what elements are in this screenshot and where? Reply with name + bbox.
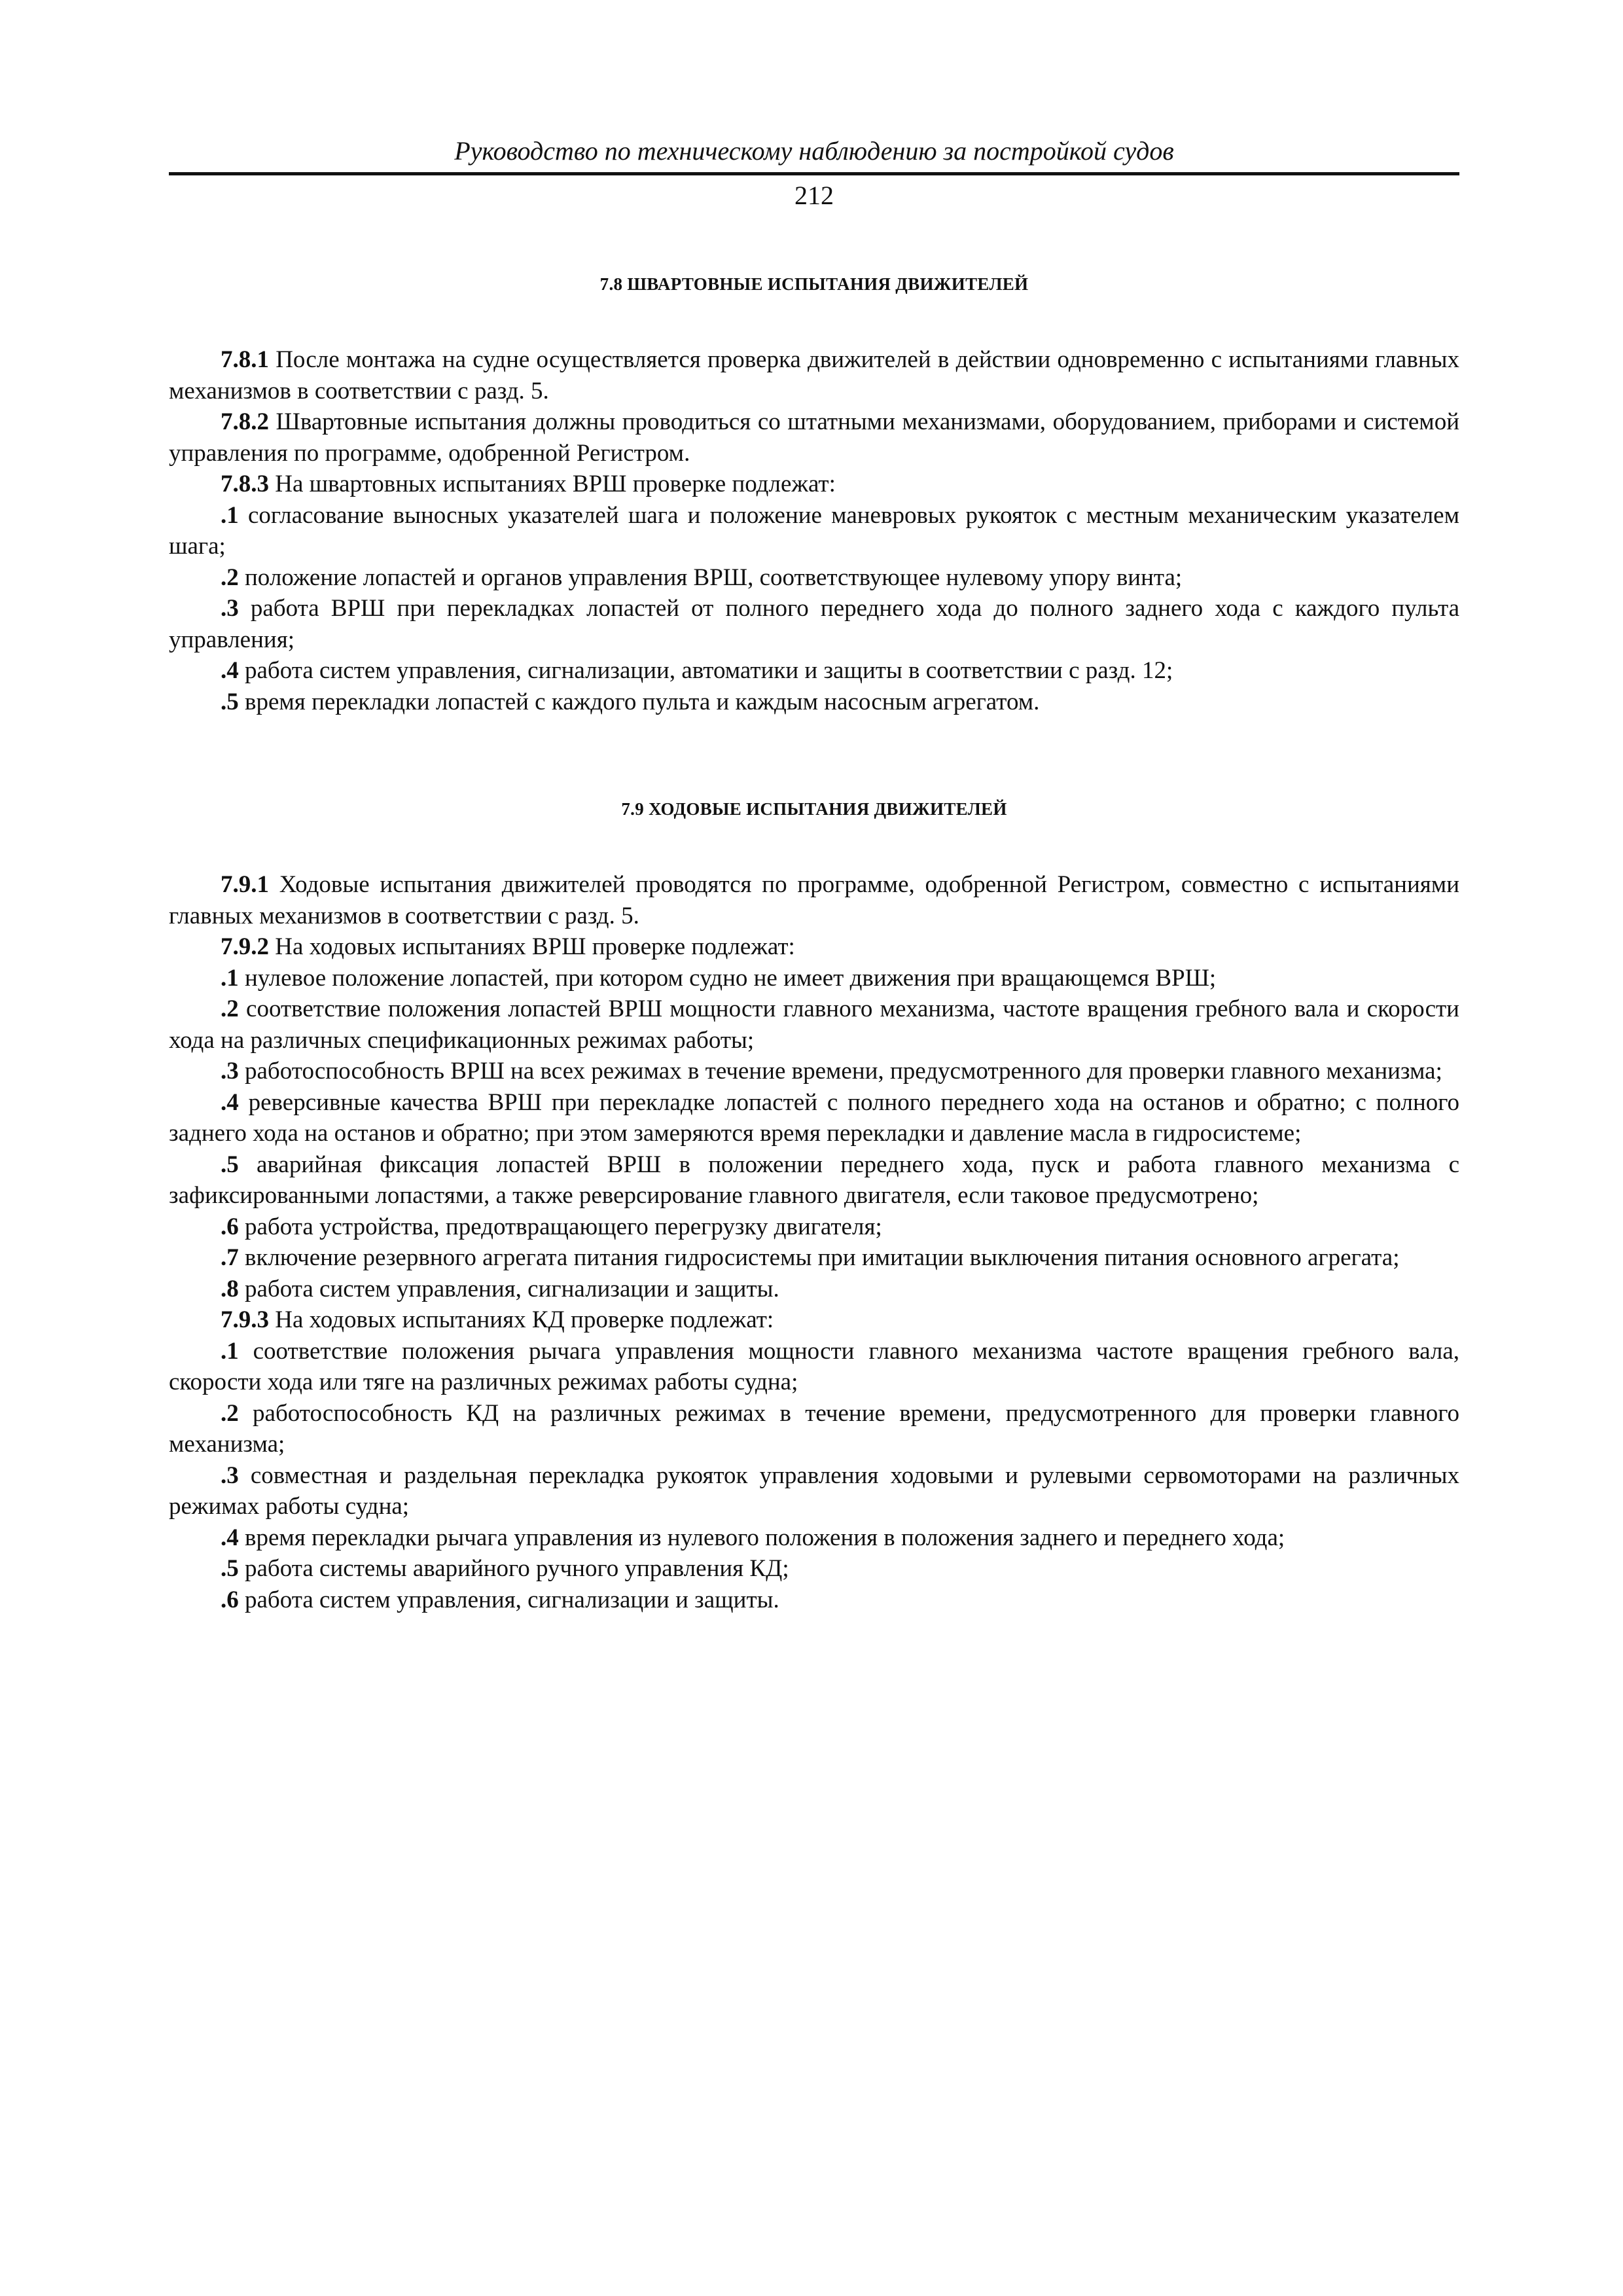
item-number: .8	[221, 1275, 239, 1302]
paragraph-7-9-3-item-3	[169, 1460, 1459, 1522]
paragraph-7-9-3-item-2	[169, 1398, 1459, 1460]
item-number: .2	[221, 996, 239, 1022]
header-rule	[169, 172, 1459, 175]
item-number: .6	[221, 1213, 239, 1240]
paragraph-7-9-2-item-2	[169, 994, 1459, 1056]
clause-number: 7.9.2	[221, 933, 269, 960]
item-text: работа устройства, предотвращающего перегрузку двигателя;	[238, 1213, 882, 1240]
clause-number: 7.8.2	[221, 408, 269, 435]
item-text: работоспособность КД на различных режимах в течение времени, предусмотренного для проверки главного механизма;	[169, 1399, 1459, 1458]
item-number: .1	[221, 1337, 239, 1365]
item-text: работоспособность ВРШ на всех режимах в течение времени, предусмотренного для проверки главного механизма;	[238, 1058, 1442, 1085]
paragraph-7-8-2	[169, 406, 1459, 469]
section-body-7-8	[169, 344, 1459, 717]
item-text: соответствие положения лопастей ВРШ мощности главного механизма, частоте вращения гребного вала и скорости хода на различных спецификационных режимах работы;	[169, 996, 1459, 1054]
item-number: .1	[221, 964, 239, 992]
item-number: .4	[221, 1088, 239, 1116]
item-number: .3	[221, 1462, 239, 1489]
clause-number: 7.9.3	[221, 1306, 269, 1333]
paragraph-7-9-2-item-5	[169, 1149, 1459, 1211]
item-number: .2	[221, 564, 239, 591]
item-number: .4	[221, 657, 239, 684]
clause-number: 7.8.3	[221, 471, 269, 497]
paragraph-7-9-3-item-6	[169, 1585, 1459, 1616]
paragraph-7-8-1	[169, 344, 1459, 406]
item-number: .5	[221, 688, 239, 715]
item-text: работа систем управления, сигнализации и защиты.	[238, 1275, 779, 1302]
clause-number: 7.8.1	[221, 346, 269, 373]
item-number: .7	[221, 1244, 239, 1271]
item-text: работа ВРШ при перекладках лопастей от полного переднего хода до полного заднего хода с каждого пульта управления;	[169, 595, 1459, 653]
item-text: соответствие положения рычага управления мощности главного механизма частоте вращения гребного вала, скорости хода или тяге на различных режимах работы судна;	[169, 1337, 1459, 1395]
item-text: время перекладки рычага управления из нулевого положения в положения заднего и переднего хода;	[238, 1524, 1285, 1551]
clause-number: 7.9.1	[221, 871, 269, 898]
clause-text: На ходовых испытаниях ВРШ проверке подлежат:	[269, 933, 795, 960]
paragraph-7-8-3	[169, 469, 1459, 500]
paragraph-7-9-3-item-5	[169, 1553, 1459, 1585]
page-number: 212	[794, 181, 834, 210]
running-header: Руководство по техническому наблюдению за постройкой судов	[454, 136, 1174, 166]
paragraph-7-9-2-item-1	[169, 963, 1459, 994]
item-number: .3	[221, 595, 239, 622]
item-text: положение лопастей и органов управления ВРШ, соответствующее нулевому упору винта;	[238, 564, 1183, 591]
item-number: .6	[221, 1586, 239, 1613]
item-text: нулевое положение лопастей, при котором судно не имеет движения при вращающемся ВРШ;	[238, 964, 1217, 992]
section-title-7-8: 7.8 ШВАРТОВНЫЕ ИСПЫТАНИЯ ДВИЖИТЕЛЕЙ	[599, 274, 1029, 294]
paragraph-7-8-3-item-5	[169, 687, 1459, 718]
paragraph-7-9-2-item-6	[169, 1211, 1459, 1243]
paragraph-7-8-3-item-2	[169, 562, 1459, 594]
paragraph-7-8-3-item-4	[169, 655, 1459, 687]
clause-text: На ходовых испытаниях КД проверке подлежат:	[269, 1306, 774, 1333]
item-number: .4	[221, 1524, 239, 1551]
document-page	[169, 134, 1459, 1615]
clause-text: Ходовые испытания движителей проводятся по программе, одобренной Регистром, совместно с испытаниями главных механизмов в соответствии с разд. 5.	[169, 871, 1459, 929]
item-text: реверсивные качества ВРШ при перекладке лопастей с полного переднего хода на останов и обратно; с полного заднего хода на останов и обратно; при этом замеряются время перекладки и давление масла в гидросистеме;	[169, 1088, 1459, 1147]
section-body-7-9	[169, 869, 1459, 1615]
item-text: работа систем управления, сигнализации, автоматики и защиты в соответствии с разд. 12;	[238, 657, 1173, 684]
paragraph-7-9-3-item-4	[169, 1522, 1459, 1554]
paragraph-7-8-3-item-3	[169, 593, 1459, 655]
paragraph-7-9-3-item-1	[169, 1336, 1459, 1398]
item-number: .3	[221, 1058, 239, 1085]
paragraph-7-9-1	[169, 869, 1459, 931]
paragraph-7-9-3	[169, 1304, 1459, 1336]
paragraph-7-8-3-item-1	[169, 500, 1459, 562]
paragraph-7-9-2-item-3	[169, 1056, 1459, 1087]
item-text: работа системы аварийного ручного управления КД;	[238, 1555, 789, 1582]
section-title-7-9: 7.9 ХОДОВЫЕ ИСПЫТАНИЯ ДВИЖИТЕЛЕЙ	[621, 799, 1007, 819]
item-text: работа систем управления, сигнализации и защиты.	[238, 1586, 779, 1613]
item-text: включение резервного агрегата питания гидросистемы при имитации выключения питания основного агрегата;	[238, 1244, 1400, 1271]
item-text: совместная и раздельная перекладка рукояток управления ходовыми и рулевыми сервомоторами на различных режимах работы судна;	[169, 1462, 1459, 1520]
item-text: время перекладки лопастей с каждого пульта и каждым насосным агрегатом.	[238, 688, 1040, 715]
paragraph-7-9-2-item-4	[169, 1087, 1459, 1149]
paragraph-7-9-2	[169, 931, 1459, 963]
paragraph-7-9-2-item-8	[169, 1274, 1459, 1305]
clause-text: Швартовные испытания должны проводиться со штатными механизмами, оборудованием, приборами и системой управления по программе, одобренной Регистром.	[169, 408, 1459, 467]
item-number: .5	[221, 1151, 239, 1178]
clause-text: После монтажа на судне осуществляется проверка движителей в действии одновременно с испытаниями главных механизмов в соответствии с разд. 5.	[169, 346, 1459, 404]
clause-text: На швартовных испытаниях ВРШ проверке подлежат:	[269, 471, 836, 497]
item-number: .5	[221, 1555, 239, 1582]
item-number: .1	[221, 501, 239, 529]
item-text: согласование выносных указателей шага и положение маневровых рукояток с местным механическим указателем шага;	[169, 501, 1459, 560]
item-text: аварийная фиксация лопастей ВРШ в положении переднего хода, пуск и работа главного механизма с зафиксированными лопастями, а также реверсирование главного двигателя, если таковое предусмотрено;	[169, 1151, 1459, 1209]
paragraph-7-9-2-item-7	[169, 1242, 1459, 1274]
item-number: .2	[221, 1399, 239, 1427]
